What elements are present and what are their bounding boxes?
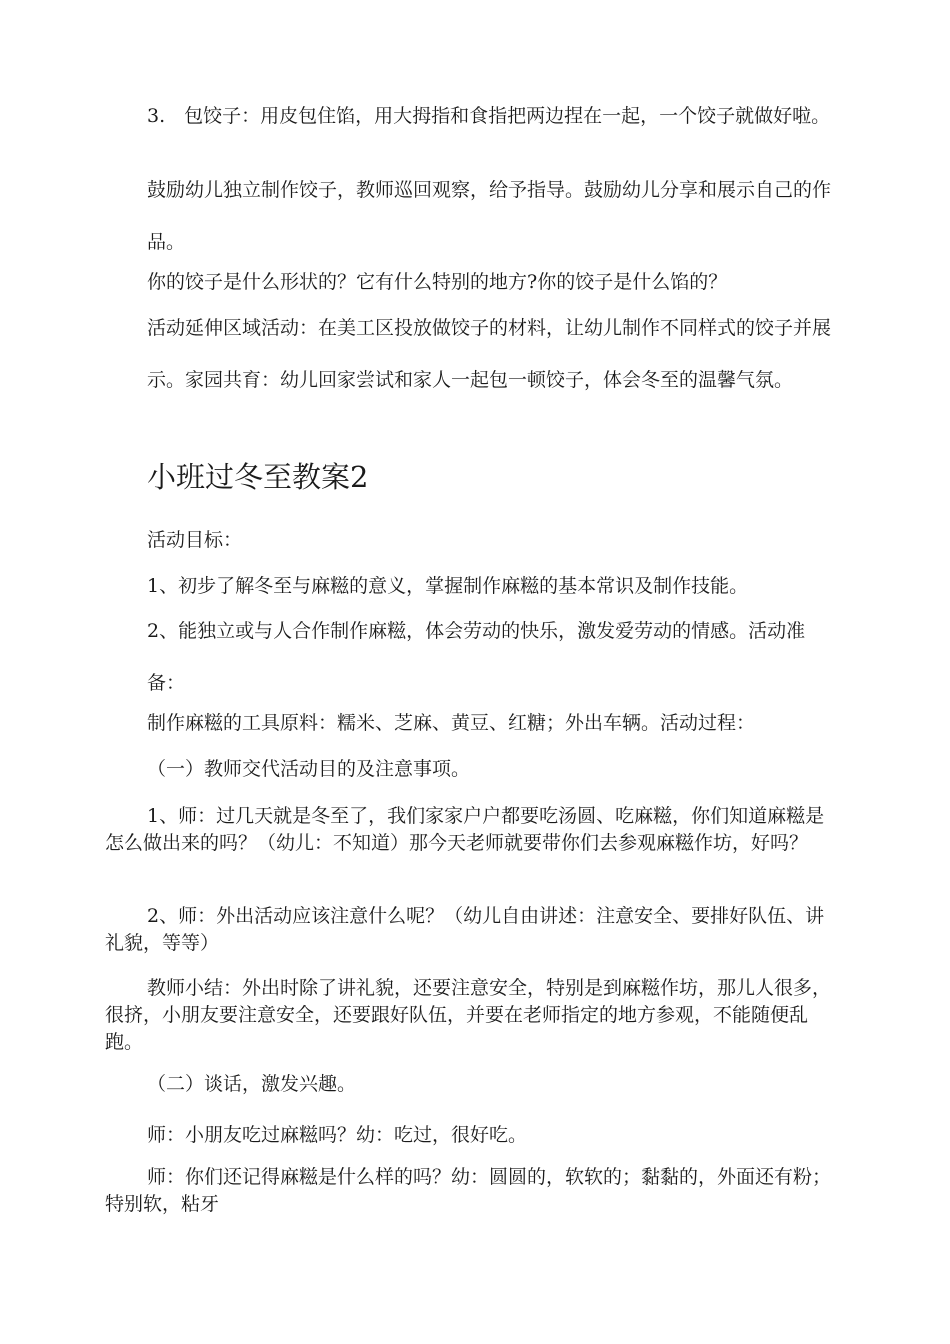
paragraph-teacher-1: 1、师：过几天就是冬至了，我们家家户户都要吃汤圆、吃麻糍，你们知道麻糍是怎么做出来的吗？（幼儿：不知道）那今天老师就要带你们去参观麻糍作坊，好吗？ xyxy=(105,805,825,854)
paragraph-goals-label: 活动目标： xyxy=(147,529,243,551)
paragraph-dialogue-2: 师：你们还记得麻糍是什么样的吗？幼：圆圆的，软软的；黏黏的，外面还有粉；特别软，粘牙 xyxy=(105,1166,832,1215)
paragraph-materials: 制作麻糍的工具原料：糯米、芝麻、黄豆、红糖；外出车辆。活动过程： xyxy=(147,712,756,734)
paragraph-extension: 活动延伸区域活动：在美工区投放做饺子的材料，让幼儿制作不同样式的饺子并展示。家园共育：幼儿回家尝试和家人一起包一顿饺子，体会冬至的温馨气氛。 xyxy=(147,317,832,391)
paragraph-part-2: （二）谈话，激发兴趣。 xyxy=(147,1073,357,1095)
paragraph-dialogue-1: 师：小朋友吃过麻糍吗？幼：吃过，很好吃。 xyxy=(147,1124,528,1146)
paragraph-goal-2: 2、能独立或与人合作制作麻糍，体会劳动的快乐，激发爱劳动的情感。活动准备： xyxy=(147,620,806,694)
paragraph-encourage: 鼓励幼儿独立制作饺子，教师巡回观察，给予指导。鼓励幼儿分享和展示自己的作品。 xyxy=(147,179,832,253)
paragraph-goal-1: 1、初步了解冬至与麻糍的意义，掌握制作麻糍的基本常识及制作技能。 xyxy=(147,575,749,597)
paragraph-questions: 你的饺子是什么形状的？它有什么特别的地方?你的饺子是什么馅的？ xyxy=(147,271,728,293)
section-heading: 小班过冬至教案2 xyxy=(147,460,369,494)
paragraph-part-1: （一）教师交代活动目的及注意事项。 xyxy=(147,758,471,780)
paragraph-summary: 教师小结：外出时除了讲礼貌，还要注意安全，特别是到麻糍作坊，那儿人很多，很挤，小朋友要注意安全，还要跟好队伍，并要在老师指定的地方参观，不能随便乱跑。 xyxy=(105,977,832,1053)
paragraph-step-3: 3. 包饺子：用皮包住馅，用大拇指和食指把两边捏在一起，一个饺子就做好啦。 xyxy=(147,105,831,127)
paragraph-teacher-2: 2、师：外出活动应该注意什么呢？（幼儿自由讲述：注意安全、要排好队伍、讲礼貌，等等） xyxy=(105,905,825,954)
